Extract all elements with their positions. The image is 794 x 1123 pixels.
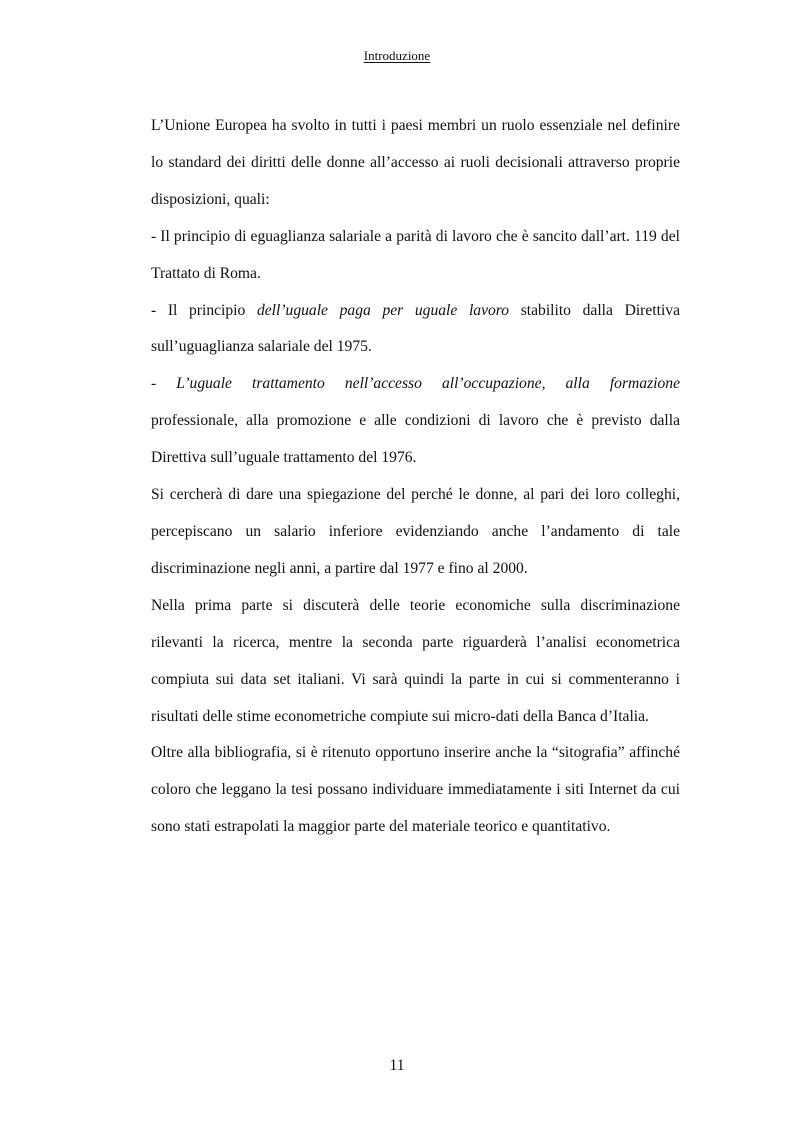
paragraph-principle-equal-pay: - Il principio di eguaglianza salariale a parità di lavoro che è sancito dall’art. 119 del Trattato di Roma. [151,227,680,282]
paragraph-equal-pay-directive-suffix: stabilito dalla Direttiva sull’uguaglianza salariale del 1975. [151,301,680,356]
paragraph-equal-treatment-body: professionale, alla promozione e alle condizioni di lavoro che è previsto dalla Direttiva sull’uguale trattamento del 1976. [151,412,680,467]
paragraph-equal-pay-directive-prefix: - Il principio [151,301,257,319]
running-header [0,47,794,65]
paragraph-equal-treatment-heading [151,366,680,403]
body-text [151,108,680,846]
paragraph-intro: L’Unione Europea ha svolto in tutti i paesi membri un ruolo essenziale nel definire lo standard dei diritti delle donne all’accesso ai ruoli decisionali attraverso proprie disposizioni, quali: [151,117,680,208]
paragraph-structure: Nella prima parte si discuterà delle teorie economiche sulla discriminazione rilevanti la ricerca, mentre la seconda parte riguarderà l’analisi econometrica compiuta sui data set italiani. Vi sarà quindi la parte in cui si commenteranno i risultati delle stime econometriche compiute sui micro-dati della Banca d’Italia. [151,596,680,725]
paragraph-equal-pay-directive-emphasis: dell’uguale paga per uguale lavoro [256,301,510,319]
page-number: 11 [389,1057,405,1074]
paragraph-bibliography: Oltre alla bibliografia, si è ritenuto opportuno inserire anche la “sitografia” affinché coloro che leggano la tesi possano individuare immediatamente i siti Internet da cui sono stati estrapolati la maggior parte del materiale teorico e quantitativo. [151,744,680,836]
header-title: Introduzione [363,48,431,63]
paragraph-explanation: Si cercherà di dare una spiegazione del perché le donne, al pari dei loro colleghi, percepiscano un salario inferiore evidenziando anche l’andamento di tale discriminazione negli anni, a partire dal 1977 e fino al 2000. [151,486,680,577]
paragraph-equal-treatment-prefix: - [151,375,177,393]
paragraph-equal-treatment-emphasis: L’uguale trattamento nell’accesso all’occupazione, alla formazione [176,375,680,393]
paragraph-equal-pay-directive [151,293,680,367]
